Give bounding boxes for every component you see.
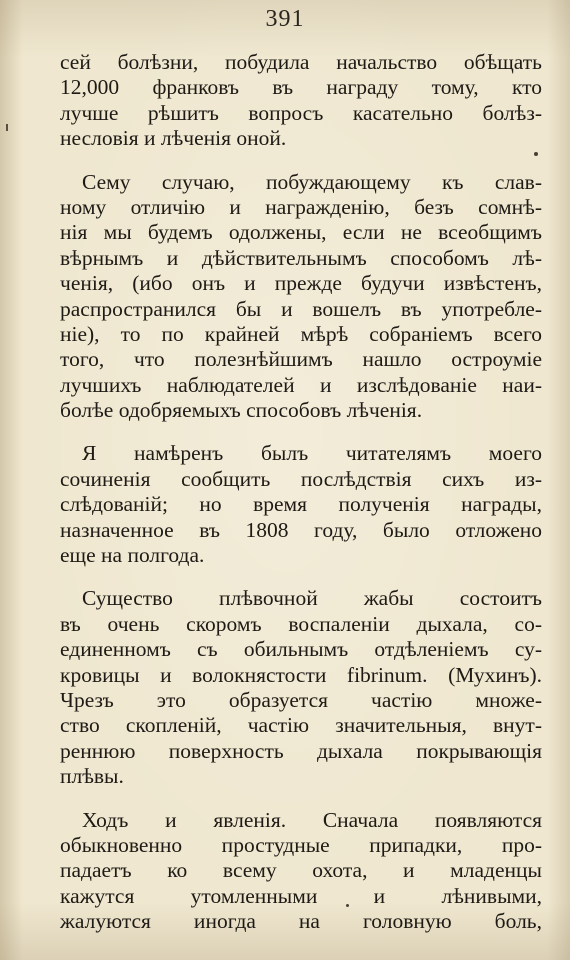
text-line: еще на полгода. [60,543,205,568]
body-text [60,50,542,953]
page-number: 391 [265,6,305,32]
paragraph [60,50,542,152]
text-line: 12,000 франковъ въ награду тому, кто [60,75,542,100]
text-line: лучшихъ наблюдателей и изслѣдованіе наи- [60,372,542,397]
text-line: нія мы будемъ одолжены, если не всеобщимъ [60,220,542,245]
paragraph [60,586,542,789]
text-line: сочиненія сообщить послѣдствія сихъ из- [60,466,542,491]
text-line: болѣе одобряемыхъ способовъ лѣченія. [60,398,423,423]
text-line: того, что полезнѣйшимъ нашло остроуміе [60,347,542,372]
paragraph [60,170,542,424]
text-line: плѣвы. [60,764,124,789]
text-line: распространился бы и вошелъ въ употребле- [60,296,542,321]
text-line: вѣрнымъ и дѣйствительнымъ способомъ лѣ- [60,245,542,270]
text-line: жалуются иногда на головную боль, [60,909,542,934]
text-line: ному отличію и награжденію, безъ сомнѣ- [60,194,542,219]
text-line: Я намѣренъ былъ читателямъ моего [82,441,542,466]
text-line: ство скопленій, частію значительныя, внут- [60,713,542,738]
text-line: назначенное въ 1808 году, было отложено [60,517,542,542]
text-line: Существо плѣвочной жабы состоитъ [82,586,542,611]
text-line: кажутся утомленными и лѣнивыми, [60,883,542,908]
text-line: падаетъ ко всему охота, и младенцы [60,858,542,883]
text-line: ніе), то по крайней мѣрѣ собраніемъ всего [60,321,542,346]
text-line: слѣдованій; но время полученія награды, [60,492,542,517]
text-line: Сему случаю, побуждающему къ слав- [82,169,542,194]
text-line: Чрезъ это образуется частію множе- [60,687,542,712]
text-line: реннюю поверхность дыхала покрывающія [60,738,542,763]
text-line: ченія, (ибо онъ и прежде будучи извѣстенъ, [60,271,542,296]
paragraph [60,441,542,568]
text-line: кровицы и волокнястости fibrinum. (Мухинъ). [60,662,542,687]
text-line: въ очень скоромъ воспаленіи дыхала, со- [60,611,542,636]
paragraph [60,808,542,935]
margin-mark [6,124,8,131]
text-line: Ходъ и явленія. Сначала появляются [82,807,542,832]
text-line: несловія и лѣченія оной. [60,126,287,151]
text-line: обыкновенно простудные припадки, про- [60,832,542,857]
text-line: лучше рѣшитъ вопросъ касательно болѣз- [60,100,542,125]
text-line: единенномъ съ обильнымъ отдѣленіемъ су- [60,637,542,662]
text-line: сей болѣзни, побудила начальство обѣщать [60,50,542,74]
